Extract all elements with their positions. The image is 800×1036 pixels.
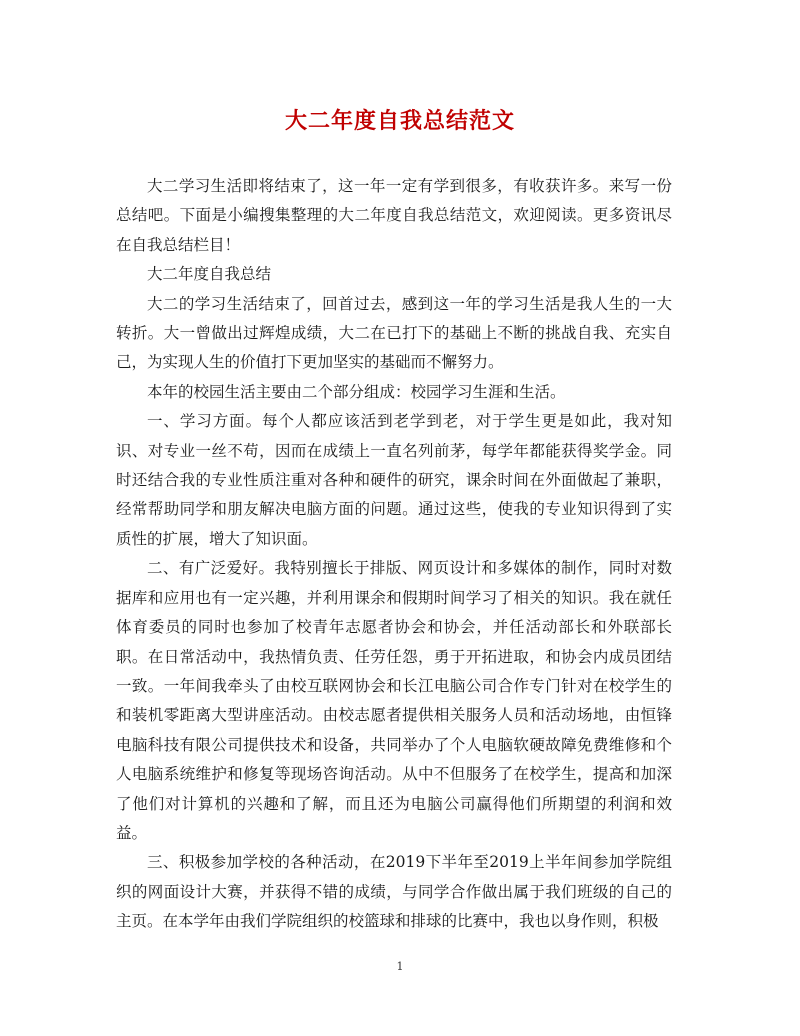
paragraph-review: 大二的学习生活结束了，回首过去，感到这一年的学习生活是我人生的一大转折。大一曾做出过辉煌成绩，大二在已打下的基础上不断的挑战自我、充实自己，为实现人生的价值打下更加坚实的基础而不懈努力。 bbox=[116, 294, 672, 372]
document-title: 大二年度自我总结范文 bbox=[284, 108, 515, 134]
document-body bbox=[116, 172, 672, 937]
paragraph-intro: 大二学习生活即将结束了，这一年一定有学到很多，有收获许多。来写一份总结吧。下面是小编搜集整理的大二年度自我总结范文，欢迎阅读。更多资讯尽在自我总结栏目！ bbox=[116, 177, 672, 254]
paragraph-heading: 大二年度自我总结 bbox=[147, 265, 272, 284]
paragraph-overview: 本年的校园生活主要由二个部分组成：校园学习生涯和生活。 bbox=[147, 382, 566, 401]
paragraph-hobbies: 二、有广泛爱好。我特别擅长于排版、网页设计和多媒体的制作，同时对数据库和应用也有一定兴趣，并利用课余和假期时间学习了相关的知识。我在就任体育委员的同时也参加了校青年志愿者协会和协会，并任活动部长和外联部长职。在日常活动中，我热情负责、任劳任怨，勇于开拓进取，和协会内成员团结一致。一年间我牵头了由校互联网协会和长江电脑公司合作专门针对在校学生的和装机零距离大型讲座活动。由校志愿者提供相关服务人员和活动场地，由恒锋电脑科技有限公司提供技术和设备，共同举办了个人电脑软硬故障免费维修和个人电脑系统维护和修复等现场咨询活动。从中不但服务了在校学生，提高和加深了他们对计算机的兴趣和了解，而且还为电脑公司赢得他们所期望的利润和效益。 bbox=[116, 559, 672, 842]
page-number: 1 bbox=[396, 960, 404, 973]
paragraph-activities: 三、积极参加学校的各种活动，在2019下半年至2019上半年间参加学院组织的网面设计大赛，并获得不错的成绩，与同学合作做出属于我们班级的自己的主页。在本学年由我们学院组织的校篮球和排球的比赛中，我也以身作则，积极 bbox=[116, 853, 672, 931]
paragraph-study: 一、学习方面。每个人都应该活到老学到老，对于学生更是如此，我对知识、对专业一丝不苟，因而在成绩上一直名列前茅，每学年都能获得奖学金。同时还结合我的专业性质注重对各种和硬件的研究，课余时间在外面做起了兼职，经常帮助同学和朋友解决电脑方面的问题。通过这些，使我的专业知识得到了实质性的扩展，增大了知识面。 bbox=[116, 412, 672, 548]
